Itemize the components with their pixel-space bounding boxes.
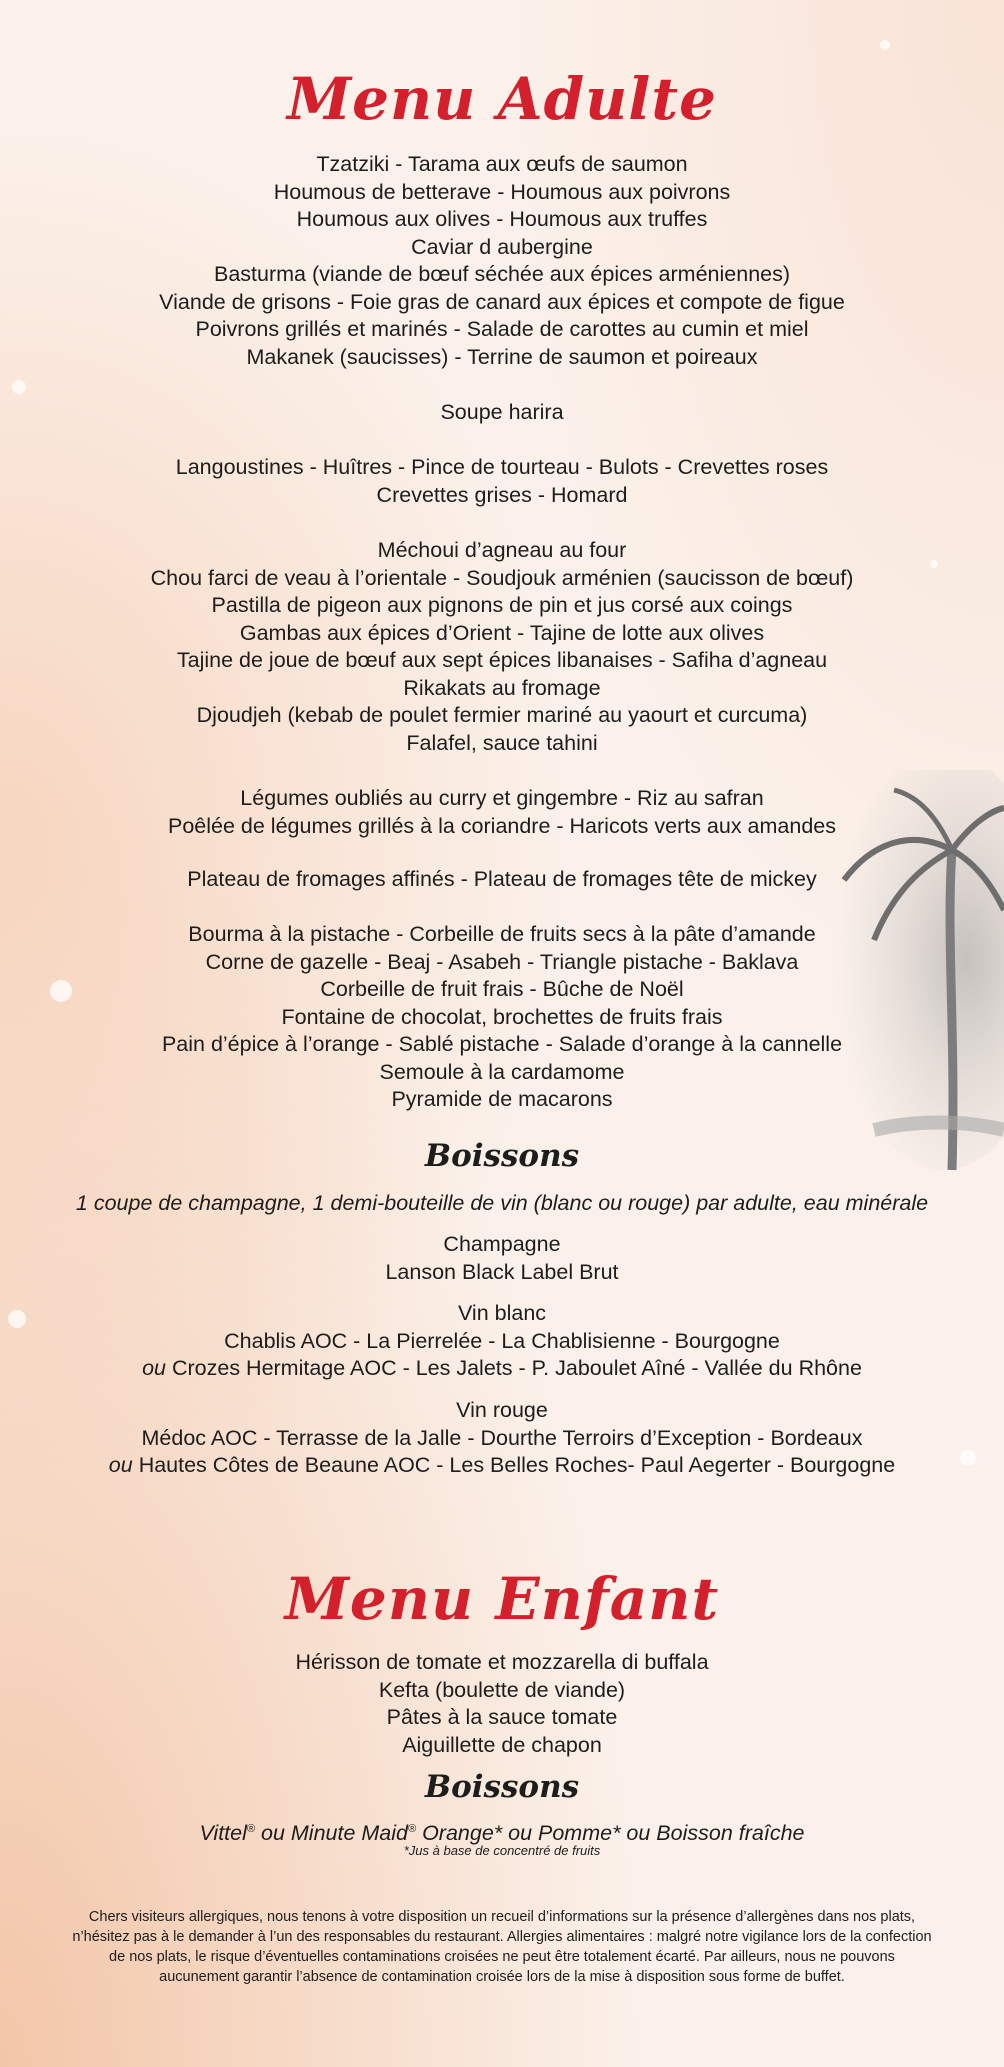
menu-line: Tajine de joue de bœuf aux sept épices libanaises - Safiha d’agneau xyxy=(176,648,828,672)
menu-line: Fontaine de chocolat, brochettes de fruits frais xyxy=(281,1004,723,1029)
juice-footnote: *Jus à base de concentré de fruits xyxy=(403,1843,601,1858)
vin-rouge-option-2-text: Hautes Côtes de Beaune AOC - Les Belles Roches- Paul Aegerter - Bourgogne xyxy=(138,1453,896,1477)
snowflake-decoration xyxy=(880,40,890,50)
menu-line: Houmous aux olives - Houmous aux truffes xyxy=(296,207,708,231)
menu-adulte-title: Menu Adulte xyxy=(286,65,718,133)
menu-line: Houmous de betterave - Houmous aux poivrons xyxy=(273,179,731,204)
boissons-rest-text: Orange* ou Pomme* ou Boisson fraîche xyxy=(416,1821,805,1846)
menu-line: Plateau de fromages affinés - Plateau de fromages tête de mickey xyxy=(187,867,817,891)
menu-line: Basturma (viande de bœuf séchée aux épices arméniennes) xyxy=(213,262,791,286)
menu-line: Crevettes grises - Homard xyxy=(376,482,628,507)
registered-mark: ® xyxy=(246,1823,256,1835)
menu-line: Légumes oubliés au curry et gingembre - Riz au safran xyxy=(240,786,764,810)
menu-line: Langoustines - Huîtres - Pince de tourteau - Bulots - Crevettes roses xyxy=(175,455,829,479)
menu-line: Rikakats au fromage xyxy=(403,675,601,700)
menu-line: Caviar d aubergine xyxy=(411,234,593,259)
menu-line: Soupe harira xyxy=(440,400,564,424)
menu-line: Poivrons grillés et marinés - Salade de carottes au cumin et miel xyxy=(195,317,809,341)
menu-line: Djoudjeh (kebab de poulet fermier mariné au yaourt et curcuma) xyxy=(196,703,808,727)
boissons-adulte-title: Boissons xyxy=(424,1138,580,1174)
champagne-section xyxy=(0,1231,1004,1286)
mains-list xyxy=(0,537,1004,757)
menu-line: Falafel, sauce tahini xyxy=(406,730,598,755)
menu-line: Viande de grisons - Foie gras de canard aux épices et compote de figue xyxy=(159,289,845,314)
sides-list xyxy=(0,785,1004,840)
or-word: ou xyxy=(108,1453,133,1477)
vin-rouge-label: Vin rouge xyxy=(456,1398,548,1422)
minute-maid-text: ou Minute Maid xyxy=(255,1821,408,1846)
vin-rouge-option-1: Médoc AOC - Terrasse de la Jalle - Dourthe Terroirs d’Exception - Bordeaux xyxy=(141,1425,863,1450)
boissons-enfant-title: Boissons xyxy=(424,1769,580,1805)
desserts-list xyxy=(0,921,1004,1114)
menu-line: Pâtes à la sauce tomate xyxy=(386,1705,618,1729)
soup-list xyxy=(0,399,1004,427)
vin-blanc-option-2-text: Crozes Hermitage AOC - Les Jalets - P. Jaboulet Aîné - Vallée du Rhône xyxy=(171,1356,862,1380)
vin-blanc-option-2 xyxy=(0,1355,1004,1383)
boissons-intro-text: 1 coupe de champagne, 1 demi-bouteille de vin (blanc ou rouge) par adulte, eau minérale xyxy=(75,1191,929,1215)
vin-blanc-option-1: Chablis AOC - La Pierrelée - La Chablisienne - Bourgogne xyxy=(224,1328,780,1353)
menu-line: Kefta (boulette de viande) xyxy=(378,1677,626,1702)
menu-line: Semoule à la cardamome xyxy=(379,1059,625,1084)
vin-blanc-section xyxy=(0,1300,1004,1383)
menu-line: Corne de gazelle - Beaj - Asabeh - Triangle pistache - Baklava xyxy=(205,949,799,974)
champagne-label: Champagne xyxy=(443,1232,561,1256)
menu-line: Poêlée de légumes grillés à la coriandre - Haricots verts aux amandes xyxy=(167,813,837,838)
menu-line: Hérisson de tomate et mozzarella di buffala xyxy=(295,1650,709,1674)
registered-mark: ® xyxy=(407,1823,417,1835)
vin-blanc-label: Vin blanc xyxy=(457,1301,547,1325)
menu-line: Pain d’épice à l’orange - Sablé pistache - Salade d’orange à la cannelle xyxy=(161,1032,843,1056)
menu-line: Méchoui d’agneau au four xyxy=(377,538,627,562)
vittel-text: Vittel xyxy=(199,1821,247,1846)
allergy-notice: Chers visiteurs allergiques, nous tenons à votre disposition un recueil d’informations sur la présence d’allergènes dans nos plats, n’hésitez pas à le demander à l’un des responsables du restaurant. Allergies alimentaires : malgré notre vigilance lors de la confection de nos plats, le risque d’éventuelles contaminations croisées ne peut être totalement écarté. Par ailleurs, nous ne pouvons aucunement garantir l’absence de contamination croisée lors de la mise à disposition sous forme de buffet. xyxy=(72,1909,932,1985)
boissons-intro xyxy=(0,1190,1004,1218)
seafood-list xyxy=(0,454,1004,509)
menu-line: Corbeille de fruit frais - Bûche de Noël xyxy=(320,977,684,1001)
champagne-value: Lanson Black Label Brut xyxy=(385,1259,619,1284)
cheese-list xyxy=(0,866,1004,894)
menu-line: Bourma à la pistache - Corbeille de fruits secs à la pâte d’amande xyxy=(188,922,816,946)
or-word: ou xyxy=(142,1356,166,1380)
menu-line: Tzatziki - Tarama aux œufs de saumon xyxy=(316,152,688,176)
enfant-list xyxy=(0,1649,1004,1759)
vin-rouge-option-2 xyxy=(0,1452,1004,1480)
menu-line: Makanek (saucisses) - Terrine de saumon et poireaux xyxy=(246,344,758,369)
menu-line: Aiguillette de chapon xyxy=(402,1732,602,1757)
snowflake-decoration xyxy=(12,380,26,394)
menu-line: Pastilla de pigeon aux pignons de pin et jus corsé aux coings xyxy=(211,593,793,617)
starters-list xyxy=(0,151,1004,371)
menu-enfant-title: Menu Enfant xyxy=(284,1565,720,1633)
menu-line: Chou farci de veau à l’orientale - Soudjouk arménien (saucisson de bœuf) xyxy=(150,565,854,590)
menu-line: Gambas aux épices d’Orient - Tajine de lotte aux olives xyxy=(239,620,765,645)
menu-line: Pyramide de macarons xyxy=(391,1087,613,1111)
vin-rouge-section xyxy=(0,1397,1004,1480)
